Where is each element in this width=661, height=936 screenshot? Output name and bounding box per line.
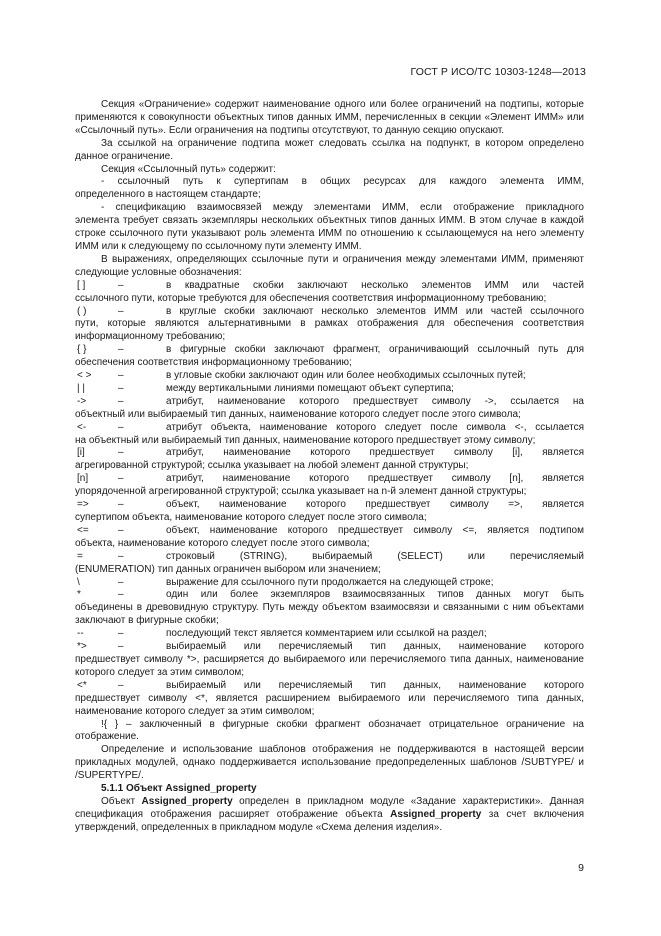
notation-symbol: *> (77, 641, 87, 653)
notation-item (75, 499, 584, 512)
notation-dash: – (118, 641, 124, 653)
paragraph-mapping-templates: Определение и использование шаблонов отображения не поддерживаются в настоящей версии прикладных модулей, однако поддерживается использование предопределенных шаблонов /SUBTYPE/ и /SUPERTYPE/. (75, 744, 584, 782)
notation-dash: – (118, 279, 124, 291)
paragraph-reference-path-intro: Секция «Ссылочный путь» содержит: (101, 163, 276, 175)
notation-dash: – (118, 421, 124, 433)
notation-continuation: объединены в древовидную структуру. Путь между объектом взаимосвязи и связанными с ним объектами заключают в фигурные скобки; (75, 602, 584, 627)
notation-dash: – (118, 370, 124, 382)
notation-symbol: * (77, 589, 81, 601)
negative-restriction-rest: отображение. (75, 731, 139, 743)
notation-dash: – (118, 382, 124, 394)
notation-dash: – (118, 395, 124, 407)
notation-symbol: ( ) (77, 305, 87, 317)
section-text-b: определен в прикладном модуле «Задание характеристики». Данная спецификация отображения расширяет отображение объекта (75, 795, 584, 820)
notation-list (75, 280, 584, 719)
notation-symbol: { } (77, 344, 87, 356)
notation-item (75, 589, 584, 602)
notation-dash: – (118, 499, 124, 511)
notation-item (75, 680, 584, 693)
notation-item (75, 473, 584, 486)
notation-symbol: < > (77, 370, 92, 382)
notation-definition: в квадратные скобки заключают несколько элементов ИММ или частей (166, 279, 584, 291)
notation-item (75, 383, 584, 396)
notation-item (75, 280, 584, 293)
notation-definition: атрибут, наименование которого предшествует символу ->, ссылается на (166, 395, 584, 407)
dash-item-2-first: - спецификацию взаимосвязей между элементами ИММ, если отображение прикладного (101, 202, 584, 214)
notation-continuation: агрегированной структурой; ссылка указывает на любой элемент данной структуры; (75, 460, 469, 472)
notation-symbol: [ ] (77, 279, 86, 291)
notation-continuation: обеспечения соответствия информационному требованию; (75, 357, 352, 369)
notation-continuation: ссылочного пути, которые требуются для обеспечения соответствия информационному требованию; (75, 292, 547, 304)
notation-item (75, 641, 584, 654)
notation-dash: – (118, 344, 124, 356)
section-text-a: Объект (101, 795, 142, 807)
notation-continuation: пути, которые являются альтернативными в рамках отображения для обеспечения соответствия информационному требованию; (75, 318, 584, 343)
negative-restriction-first: !{ } – заключенный в фигурные скобки фрагмент обозначает отрицательное ограничение на (101, 718, 584, 730)
notation-symbol: | | (77, 382, 85, 394)
notation-item (75, 344, 584, 357)
notation-definition: атрибут, наименование которого предшествует символу [i], является (166, 447, 584, 459)
notation-dash: – (118, 576, 124, 588)
notation-symbol: -> (77, 395, 87, 407)
entity-name-2: Assigned_property (390, 808, 482, 820)
notation-continuation: супертипом объекта, наименование которого следует после этого символа; (75, 512, 427, 523)
notation-definition: в круглые скобки заключают несколько элементов ИММ или частей ссылочного (166, 305, 584, 317)
notation-continuation: (ENUMERATION) тип данных ограничен выбором или значением; (75, 563, 381, 575)
notation-dash: – (118, 589, 124, 601)
paragraph-restriction-section: Секция «Ограничение» содержит наименование одного или более ограничений на подтипы, которые применяются к совокупности объектных типов данных ИММ, перечисленных в секции «Элемент ИММ» или «Ссылочный путь». Если ограничения на подтипы отсутствуют, то данную секцию опускают. (75, 99, 584, 136)
notation-continuation: предшествует символу *>, расширяется до выбираемого или перечисляемого типа данных, наименование которого следует за этим символом; (75, 653, 584, 678)
dash-item-1-first: - ссылочный путь к супертипам в общих ресурсах для каждого элемента ИММ, (101, 176, 584, 188)
notation-definition: выбираемый или перечисляемый тип данных, наименование которого (166, 641, 584, 653)
notation-definition: выбираемый или перечисляемый тип данных, наименование которого (166, 679, 584, 691)
section-heading: 5.1.1 Объект Assigned_property (101, 783, 257, 795)
notation-definition: один или более экземпляров взаимосвязанных типов данных могут быть (166, 589, 584, 601)
notation-item (75, 447, 584, 460)
notation-item (75, 628, 584, 641)
notation-dash: – (118, 628, 124, 640)
notation-symbol: <= (77, 524, 89, 536)
notation-definition: строковый (STRING), выбираемый (SELECT) или перечисляемый (166, 550, 584, 562)
notation-symbol: <- (77, 421, 87, 433)
notation-definition: в угловые скобки заключают один или более необходимых ссылочных путей; (166, 370, 526, 382)
notation-symbol: <* (77, 679, 87, 691)
notation-definition: атрибут объекта, наименование которого следует после символа <-, ссылается (166, 421, 584, 433)
notation-continuation: на объектный или выбираемый тип данных, наименование которого предшествует этому символу; (75, 434, 536, 446)
section-paragraph (75, 796, 584, 835)
notation-item (75, 422, 584, 435)
paragraph-subtype-reference: За ссылкой на ограничение подтипа может следовать ссылка на подпункт, в котором определено данное ограничение. (75, 137, 584, 162)
notation-item (75, 306, 584, 319)
notation-definition: объект, наименование которого предшествует символу <=, является подтипом (166, 524, 584, 536)
notation-item (75, 370, 584, 383)
dash-item-2-rest: элемента требует связать экземпляры нескольких объектных типов данных ИММ. В этом случае в каждой строке ссылочного пути указывают роль элемента ИММ по отношению к ссылающемуся на него элементу ИММ или к следующему по ссылочному пути элементу ИММ. (75, 215, 584, 252)
notation-symbol: -- (77, 628, 84, 640)
paragraph-notation-intro: В выражениях, определяющих ссылочные пути и ограничения между элементами ИММ, применяют следующие условные обозначения: (75, 253, 584, 278)
notation-definition: выражение для ссылочного пути продолжается на следующей строке; (166, 576, 494, 588)
notation-symbol: [i] (77, 447, 85, 459)
notation-item (75, 551, 584, 564)
standard-header: ГОСТ Р ИСО/ТС 10303-1248—2013 (410, 66, 586, 78)
notation-dash: – (118, 550, 124, 562)
notation-dash: – (118, 679, 124, 691)
notation-continuation: предшествует символу <*, является расширением выбираемого или перечисляемого типа данных, наименование которого следует за этим символом; (75, 692, 584, 717)
page-number: 9 (578, 862, 584, 874)
notation-item (75, 525, 584, 538)
notation-definition: последующий текст является комментарием или ссылкой на раздел; (166, 628, 487, 640)
dash-item-1-rest: определенного в настоящем стандарте; (75, 189, 261, 201)
notation-dash: – (118, 473, 124, 485)
notation-symbol: = (77, 550, 83, 562)
notation-item (75, 396, 584, 409)
notation-dash: – (118, 447, 124, 459)
section-text-c: за счет включения утверждений, определенных в прикладном модуле «Схема деления изделия». (75, 808, 584, 833)
notation-symbol: => (77, 499, 89, 511)
notation-item (75, 577, 584, 590)
notation-definition: атрибут, наименование которого предшествует символу [n], является (166, 473, 584, 485)
page-body (75, 99, 584, 835)
notation-symbol: \ (77, 576, 80, 588)
notation-symbol: [n] (77, 473, 89, 485)
notation-continuation: объекта, наименование которого следует после этого символа; (75, 537, 370, 549)
notation-definition: в фигурные скобки заключают фрагмент, ограничивающий ссылочный путь для (166, 344, 584, 356)
notation-definition: объект, наименование которого предшествует символу =>, является (166, 499, 584, 511)
notation-definition: между вертикальными линиями помещают объект супертипа; (166, 382, 454, 394)
notation-dash: – (118, 524, 124, 536)
notation-dash: – (118, 305, 124, 317)
notation-continuation: упорядоченной агрегированной структурой; ссылка указывает на n-й элемент данной структуры; (75, 486, 527, 498)
notation-continuation: объектный или выбираемый тип данных, наименование которого следует после этого символа; (75, 408, 521, 420)
entity-name-1: Assigned_property (141, 795, 233, 807)
